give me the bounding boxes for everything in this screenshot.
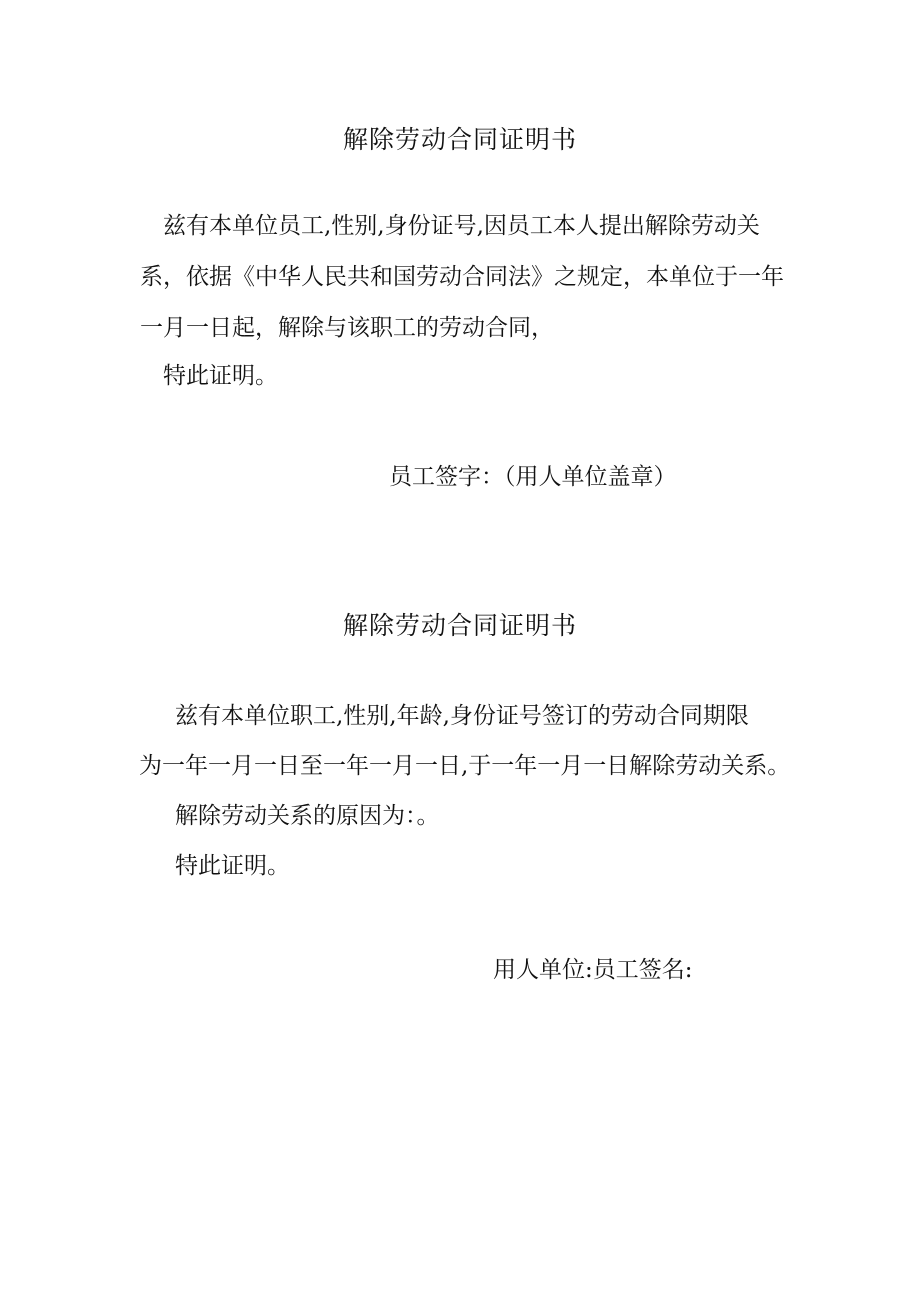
paragraph-line: 特此证明。 — [175, 853, 290, 879]
signature-line: 用人单位:员工签名: — [493, 957, 693, 983]
paragraph-line: 特此证明。 — [163, 363, 278, 389]
paragraph-line: 兹有本单位职工,性别,年龄,身份证号签订的劳动合同期限 — [175, 703, 749, 729]
paragraph-line: 为一年一月一日至一年一月一日,于一年一月一日解除劳动关系。 — [139, 753, 791, 779]
document-title: 解除劳动合同证明书 — [342, 125, 577, 154]
signature-line: 员工签字：（用人单位盖章） — [389, 464, 677, 490]
paragraph-line: 系，依据《中华人民共和国劳动合同法》之规定，本单位于一年 — [140, 264, 784, 290]
document-title: 解除劳动合同证明书 — [342, 611, 577, 640]
paragraph-line: 兹有本单位员工,性别,身份证号,因员工本人提出解除劳动关 — [163, 213, 760, 239]
paragraph-line: 解除劳动关系的原因为：。 — [175, 803, 440, 829]
paragraph-line: 一月一日起，解除与该职工的劳动合同， — [140, 315, 554, 341]
